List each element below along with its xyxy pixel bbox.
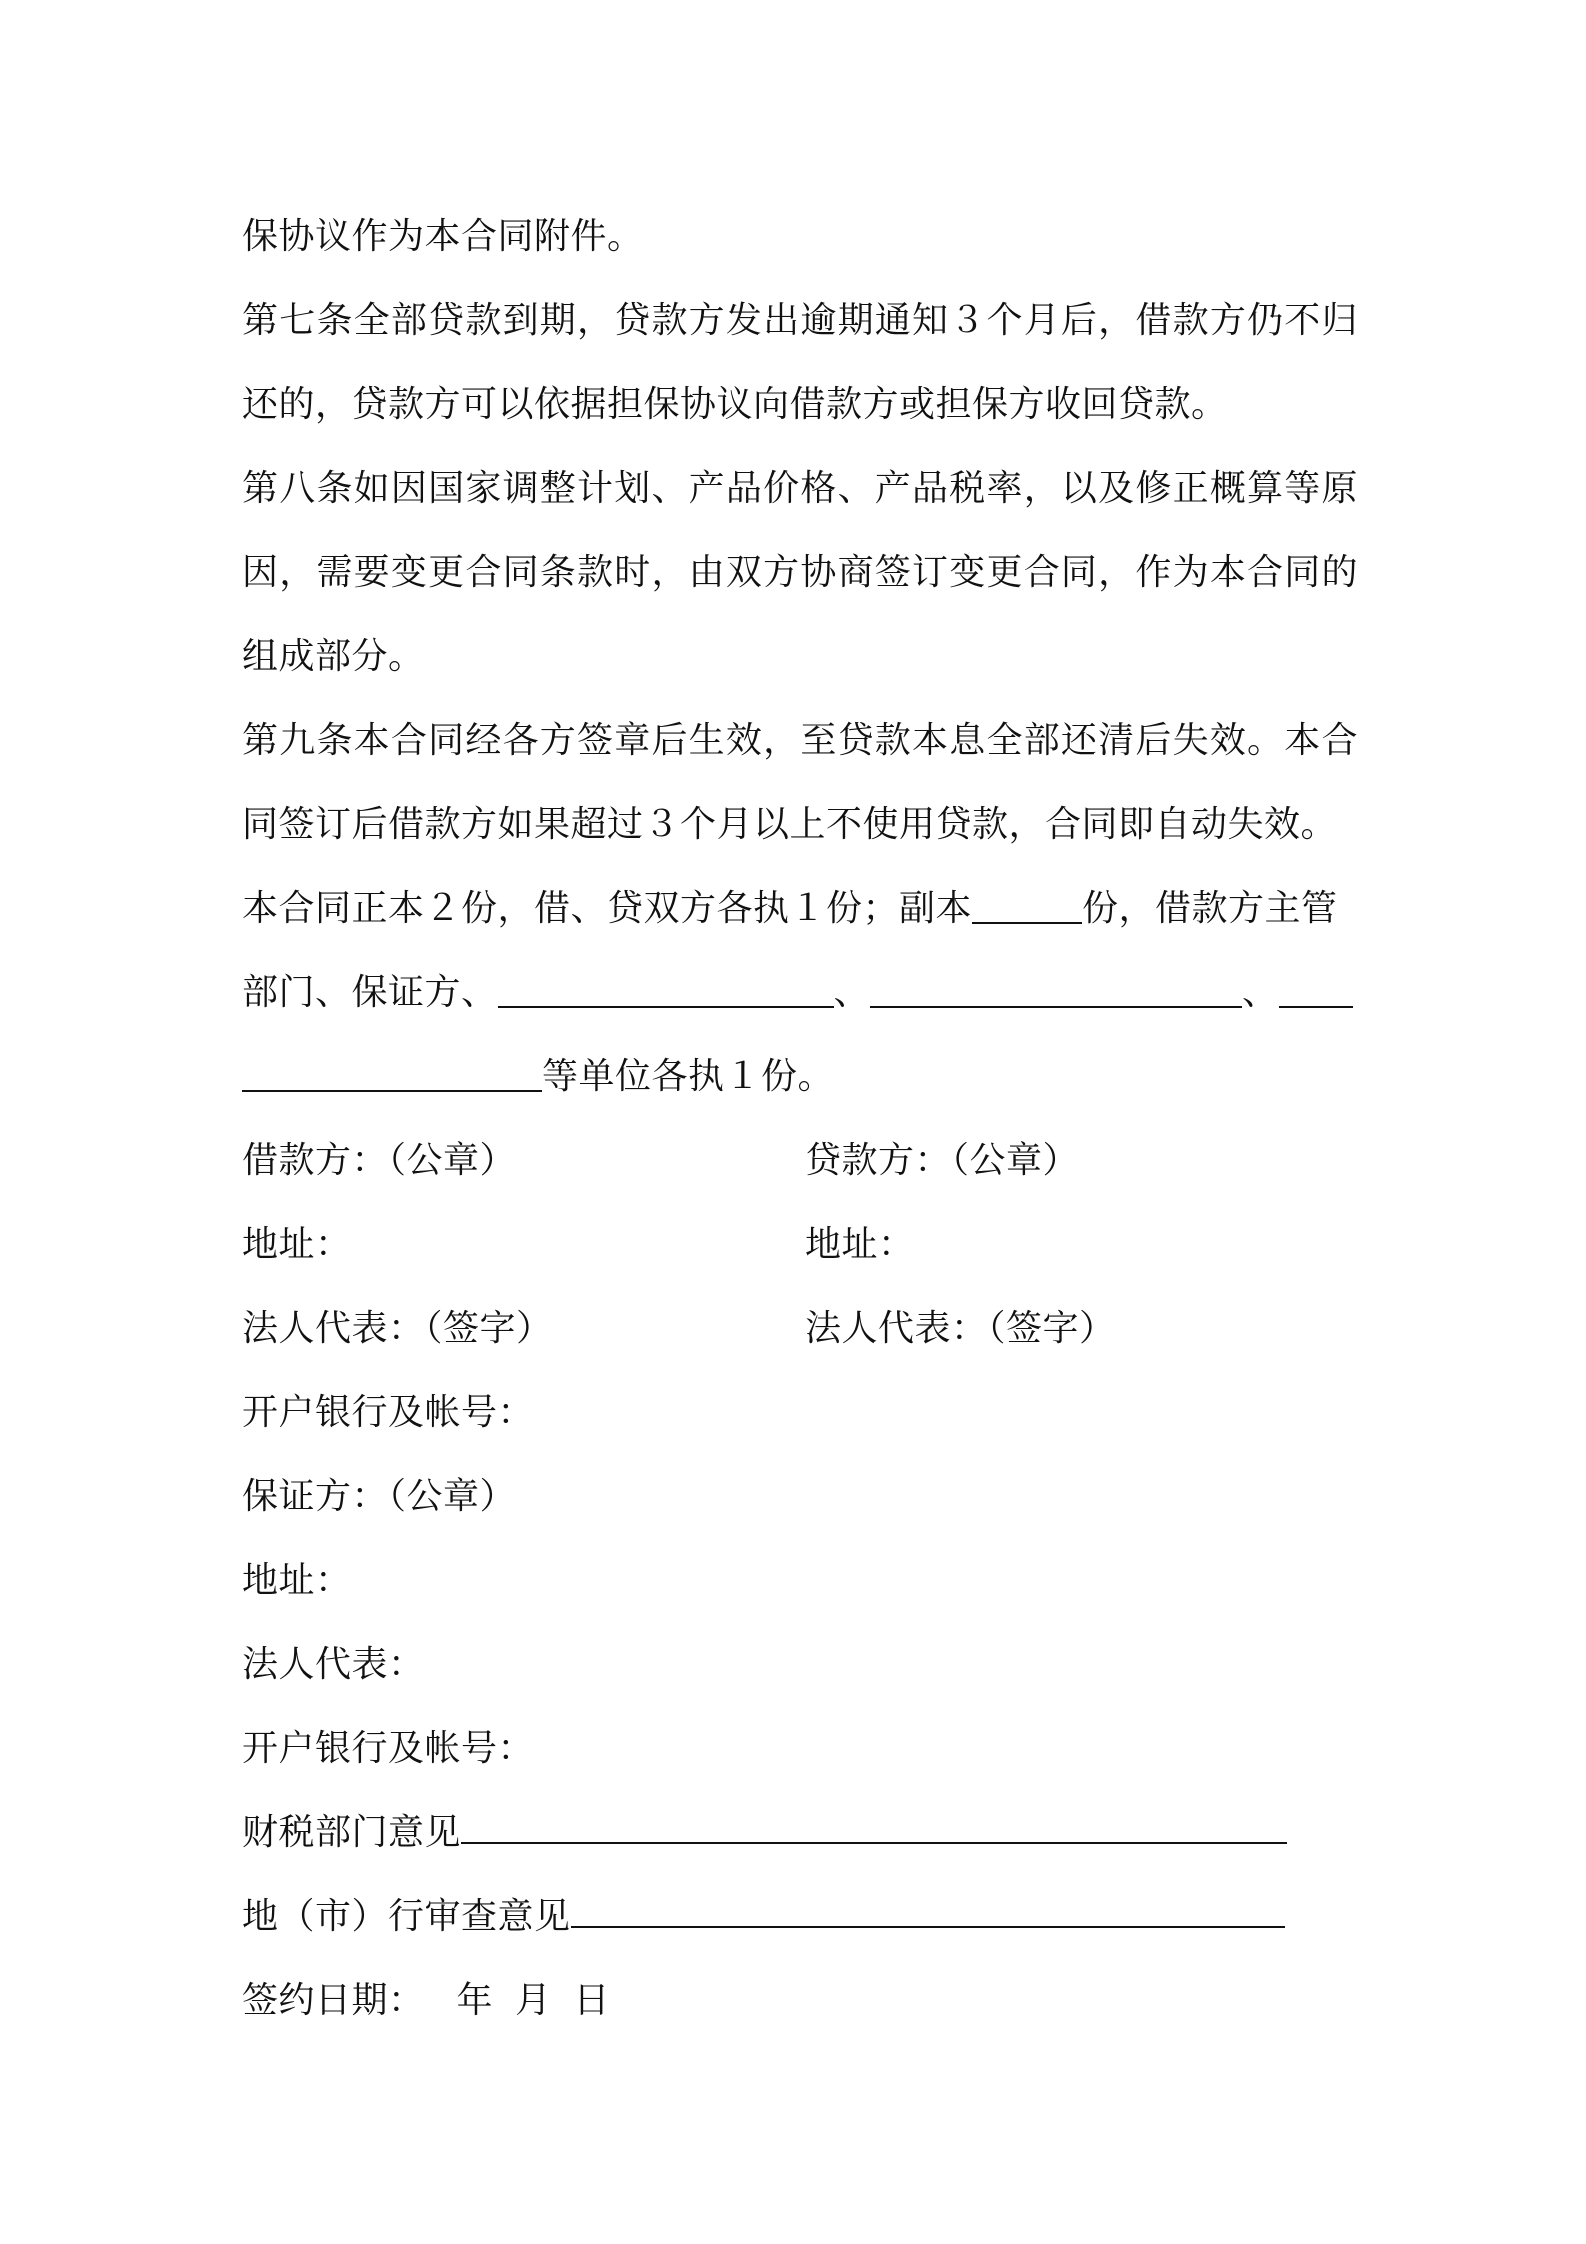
city-bank-opinion-line [242,1875,1358,1959]
unit-blank-3b [242,1056,542,1092]
units-text-end: 等单位各执１份。 [542,1056,835,1097]
guarantor-legal-rep-label: 法人代表： [242,1644,425,1685]
sign-date-day: 日 [573,1980,611,2021]
copies-count-blank [972,888,1082,924]
lender-seal-label: 贷款方：（公章） [805,1140,1080,1181]
clause-article-9-copies-line [242,867,1358,951]
unit-separator-2: 、 [1242,972,1279,1013]
lender-legal-rep-label: 法人代表：（签字） [805,1308,1116,1349]
borrower-address-label: 地址： [242,1224,352,1265]
finance-opinion-label: 财税部门意见 [242,1812,462,1853]
finance-opinion-blank [461,1808,1287,1844]
clause-article-9-units-line [242,951,1358,1035]
clause-article-9-part-1: 第九条本合同经各方签章后生效，至贷款本息全部还清后失效。本合同签订后借款方如果超过３个月以上不使用贷款，合同即自动失效。 [242,720,1358,845]
unit-separator-1: 、 [833,972,871,1013]
city-bank-opinion-label: 地（市）行审查意见 [242,1896,571,1937]
unit-blank-2 [870,972,1242,1008]
guarantor-address-label: 地址： [242,1560,352,1601]
sign-date-line [242,1959,1358,2043]
signature-row-legal-rep [242,1287,1358,1371]
clause-article-7: 第七条全部贷款到期，贷款方发出逾期通知３个月后，借款方仍不归还的，贷款方可以依据担保协议向借款方或担保方收回贷款。 [242,300,1358,425]
contract-page [242,195,1358,2043]
signature-row-parties [242,1119,1358,1203]
unit-blank-1 [498,972,834,1008]
borrower-bank-account-label: 开户银行及帐号： [242,1392,535,1433]
copies-text-b: 份，借款方主管 [1082,888,1338,929]
finance-opinion-line [242,1791,1358,1875]
clause-article-9-units-end-line [242,1035,1358,1119]
clause-continuation: 保协议作为本合同附件。 [242,216,644,257]
guarantor-bank-account-label: 开户银行及帐号： [242,1728,535,1769]
sign-date-month: 月 [515,1980,552,2021]
copies-text-a: 本合同正本２份，借、贷双方各执１份；副本 [242,888,973,929]
sign-date-label: 签约日期： [242,1980,425,2021]
borrower-seal-label: 借款方：（公章） [242,1140,517,1181]
unit-blank-3a [1279,972,1353,1008]
units-text-a: 部门、保证方、 [242,972,498,1013]
sign-date-year: 年 [456,1980,494,2021]
city-bank-opinion-blank [571,1892,1285,1928]
borrower-legal-rep-label: 法人代表：（签字） [242,1308,553,1349]
guarantor-seal-label: 保证方：（公章） [242,1476,517,1517]
clause-article-8: 第八条如因国家调整计划、产品价格、产品税率，以及修正概算等原因，需要变更合同条款时，由双方协商签订变更合同，作为本合同的组成部分。 [242,468,1358,677]
signature-row-address [242,1203,1358,1287]
lender-address-label: 地址： [805,1224,915,1265]
